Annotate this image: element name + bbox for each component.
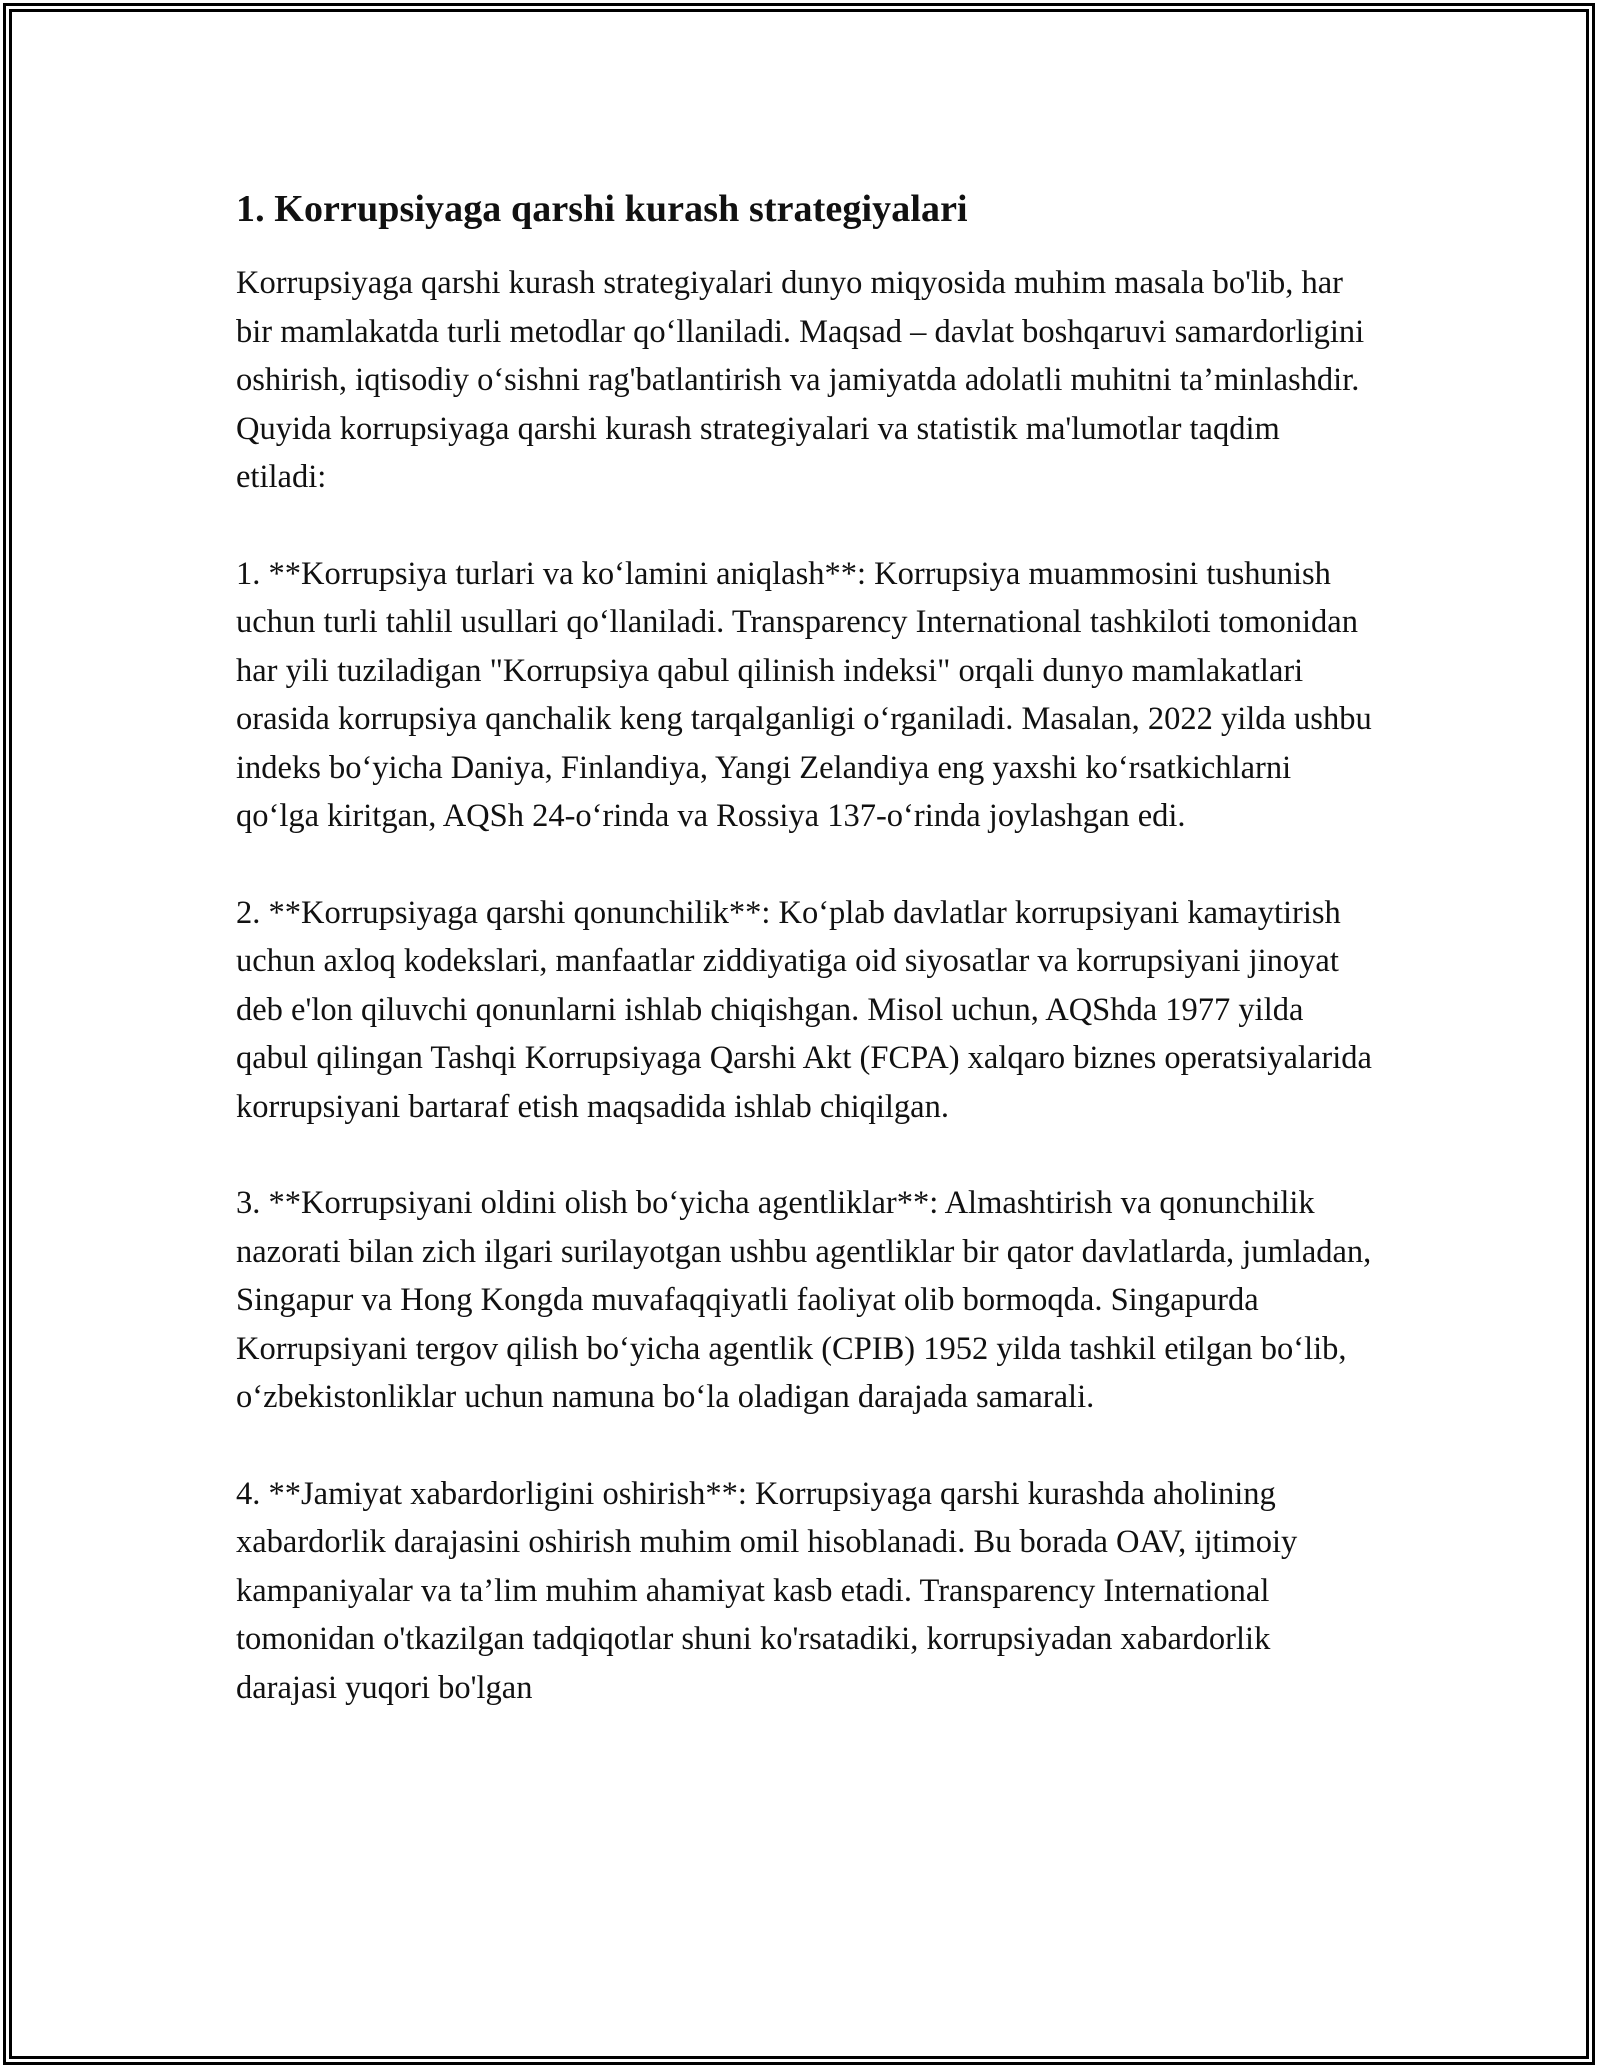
intro-paragraph: Korrupsiyaga qarshi kurash strategiyalari dunyo miqyosida muhim masala bo'lib, har bir mamlakatda turli metodlar qo‘llaniladi. Maqsad – davlat boshqaruvi samardorligini oshirish, iqtisodiy o‘sishni rag'batlantirish va jamiyatda adolatli muhitni ta’minlashdir. Quyida korrupsiyaga qarshi kurash strategiyalari va statistik ma'lumotlar taqdim etiladi: <box>236 265 1365 495</box>
paragraph-item-4: 4. **Jamiyat xabardorligini oshirish**: Korrupsiyaga qarshi kurashda aholining xabardorlik darajasini oshirish muhim omil hisoblanadi. Bu borada OAV, ijtimoiy kampaniyalar va ta’lim muhim ahamiyat kasb etadi. Transparency International tomonidan o'tkazilgan tadqiqotlar shuni ko'rsatadiki, korrupsiyadan xabardorlik darajasi yuqori bo'lgan <box>236 1475 1298 1706</box>
section-heading: 1. Korrupsiyaga qarshi kurash strategiyalari <box>236 188 968 230</box>
document-body <box>236 185 1376 1760</box>
paragraph-item-2: 2. **Korrupsiyaga qarshi qonunchilik**: Ko‘plab davlatlar korrupsiyani kamaytirish uchun axloq kodekslari, manfaatlar ziddiyatiga oid siyosatlar va korrupsiyani jinoyat deb e'lon qiluvchi qonunlarni ishlab chiqishgan. Misol uchun, AQShda 1977 yilda qabul qilingan Tashqi Korrupsiyaga Qarshi Akt (FCPA) xalqaro biznes operatsiyalarida korrupsiyani bartaraf etish maqsadida ishlab chiqilgan. <box>236 894 1372 1125</box>
paragraph-item-1: 1. **Korrupsiya turlari va ko‘lamini aniqlash**: Korrupsiya muammosini tushunish uchun turli tahlil usullari qo‘llaniladi. Transparency International tashkiloti tomonidan har yili tuziladigan "Korrupsiya qabul qilinish indeksi" orqali dunyo mamlakatlari orasida korrupsiya qanchalik keng tarqalganligi o‘rganiladi. Masalan, 2022 yilda ushbu indeks bo‘yicha Daniya, Finlandiya, Yangi Zelandiya eng yaxshi ko‘rsatkichlarni qo‘lga kiritgan, AQSh 24-o‘rinda va Rossiya 137-o‘rinda joylashgan edi. <box>236 555 1372 834</box>
paragraph-item-3: 3. **Korrupsiyani oldini olish bo‘yicha agentliklar**: Almashtirish va qonunchilik nazorati bilan zich ilgari surilayotgan ushbu agentliklar bir qator davlatlarda, jumladan, Singapur va Hong Kongda muvafaqqiyatli faoliyat olib bormoqda. Singapurda Korrupsiyani tergov qilish bo‘yicha agentlik (CPIB) 1952 yilda tashkil etilgan bo‘lib, o‘zbekistonliklar uchun namuna bo‘la oladigan darajada samarali. <box>236 1185 1372 1415</box>
